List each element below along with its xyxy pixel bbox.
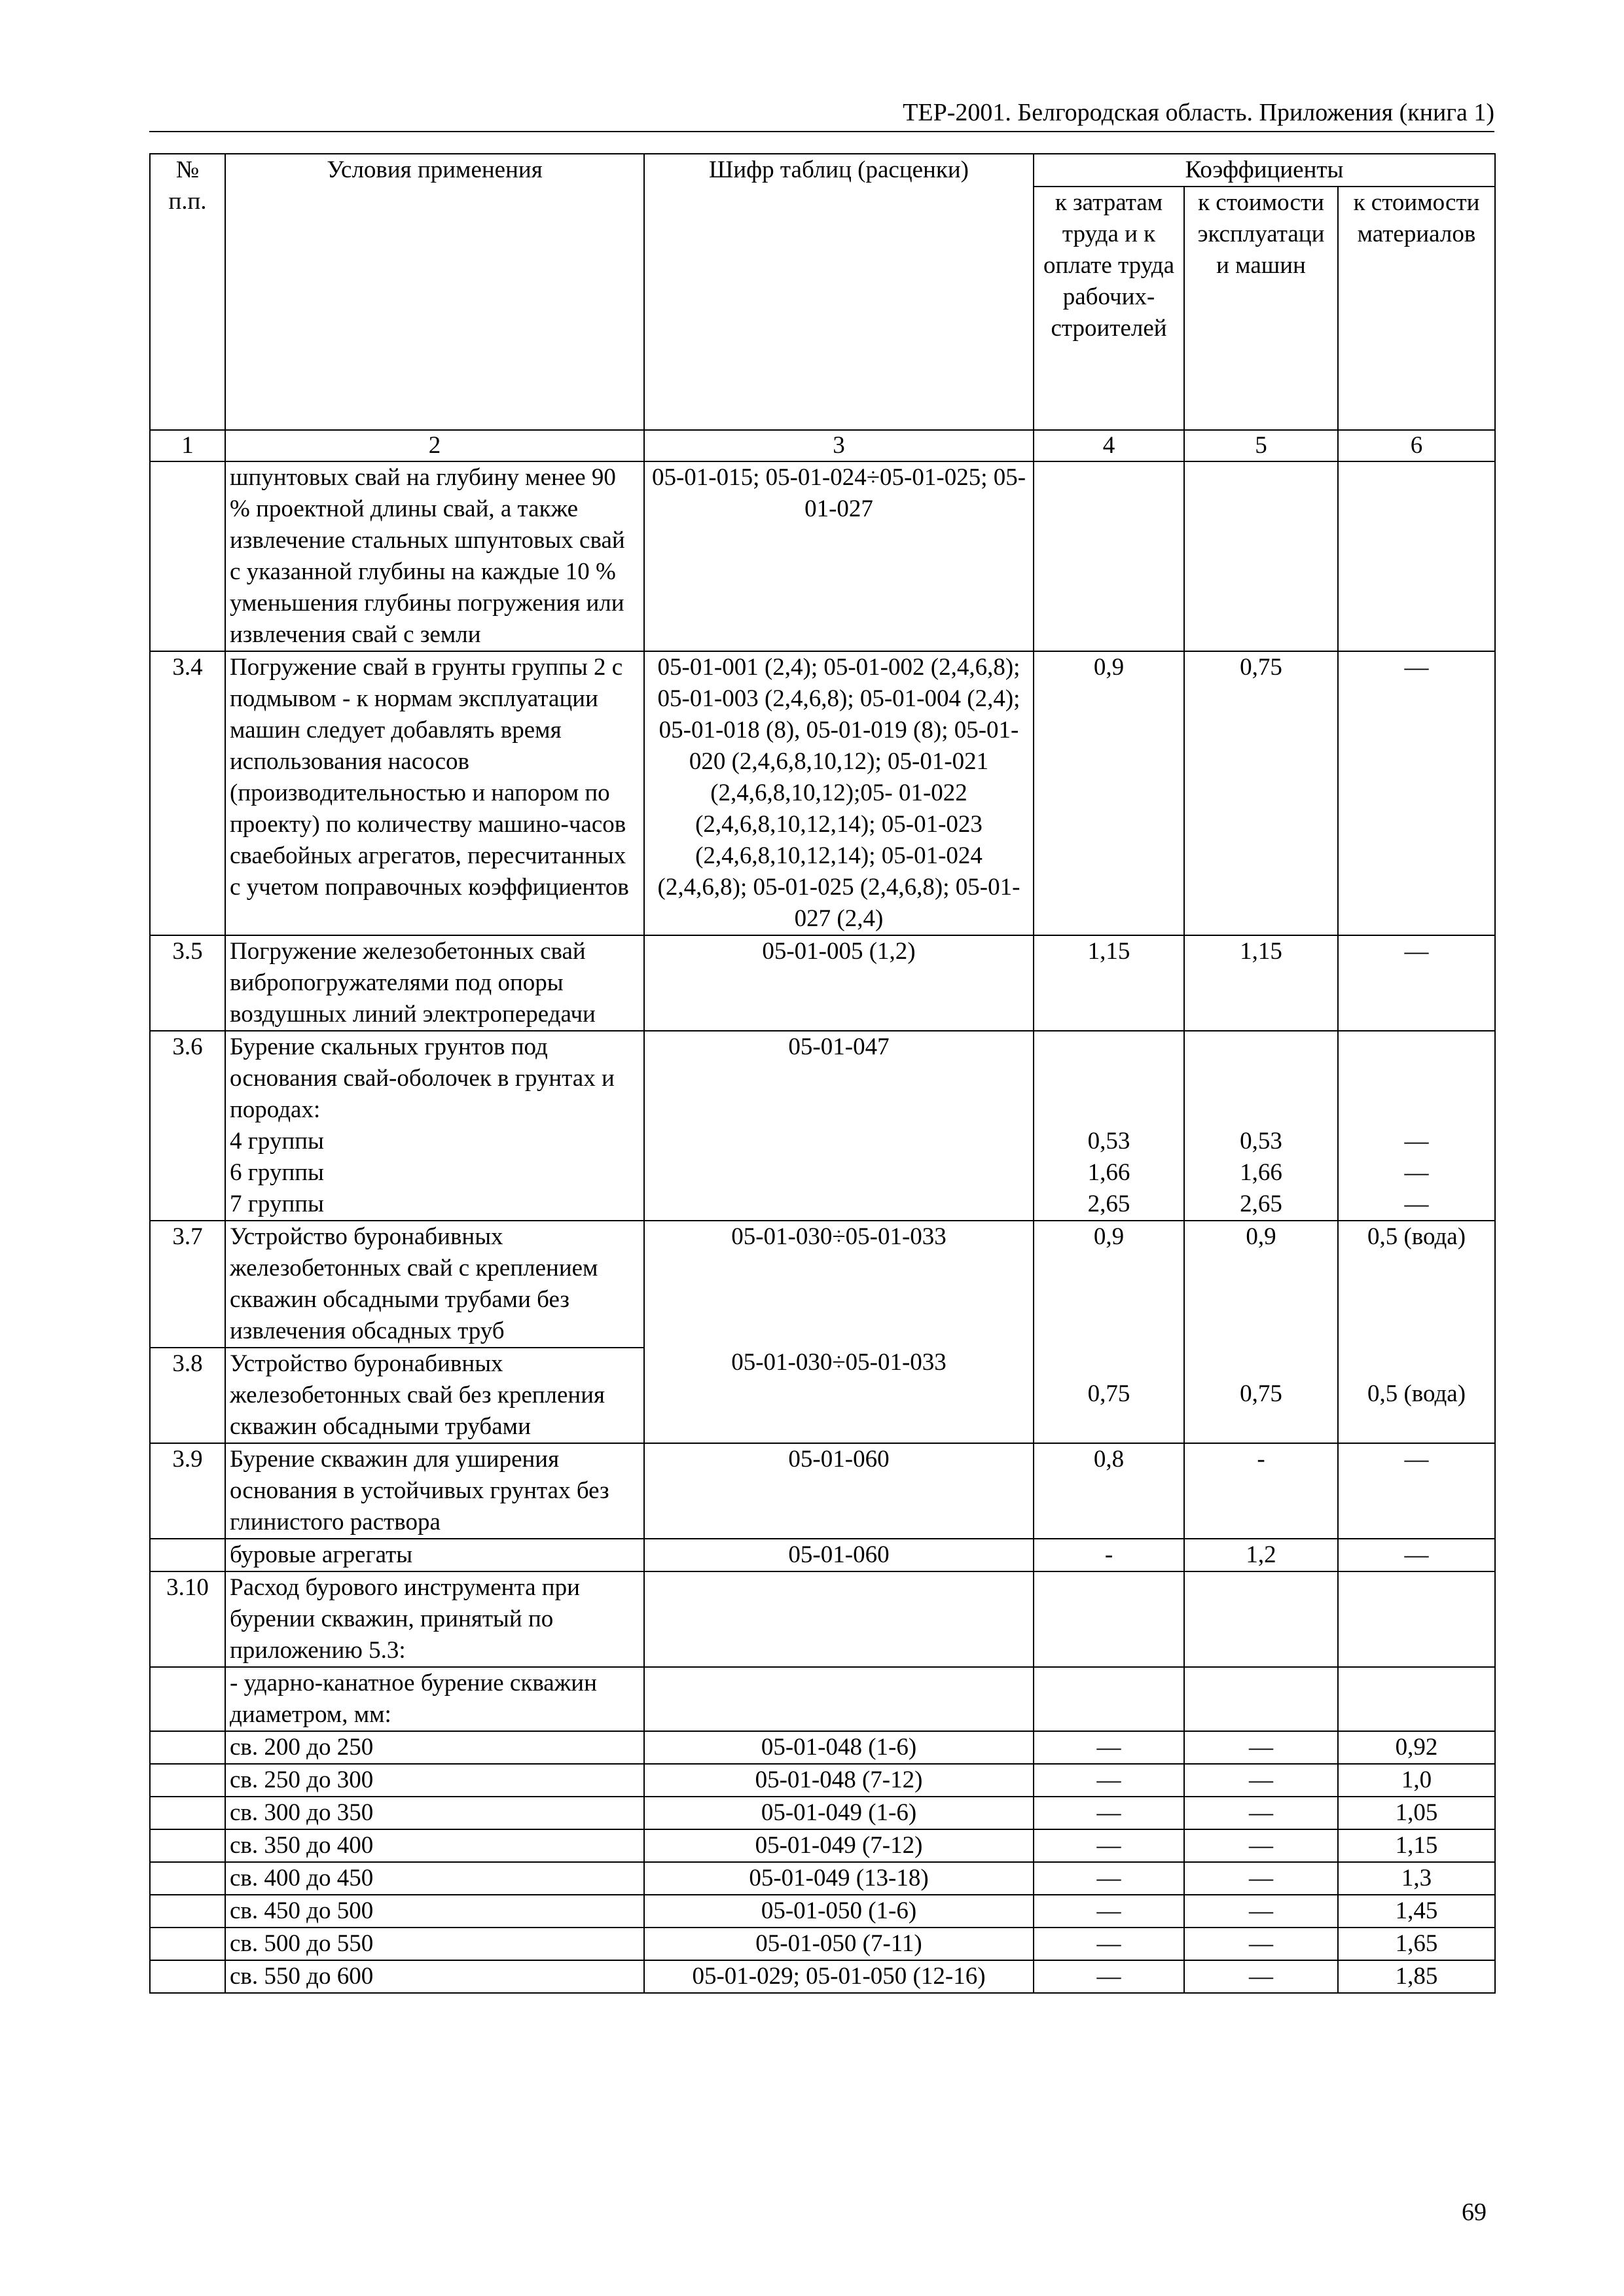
row-k-labor	[1034, 461, 1184, 651]
row-code	[644, 1221, 1034, 1443]
row-k-materials: 1,0	[1338, 1764, 1495, 1797]
header-num: № п.п.	[150, 154, 225, 430]
row-k-labor	[1034, 1667, 1184, 1731]
column-number: 5	[1184, 430, 1338, 461]
sub-label: 7 группы	[230, 1191, 324, 1217]
row-conditions: Бурение скважин для уширения основания в устойчивых грунтах без глинистого раствора	[225, 1443, 644, 1539]
row-conditions	[225, 1031, 644, 1221]
row-num: 3.10	[150, 1571, 225, 1667]
column-number: 6	[1338, 430, 1495, 461]
row-k-machines: —	[1184, 1829, 1338, 1862]
row-conditions: шпунтовых свай на глубину менее 90 % проектной длины свай, а также извлечение стальных шпунтовых свай с указанной глубины на каждые 10 % уменьшения глубины погружения или извлечения свай с земли	[225, 461, 644, 651]
header-code: Шифр таблиц (расценки)	[644, 154, 1034, 430]
table-row	[150, 1797, 1495, 1829]
table-row	[150, 1960, 1495, 1993]
row-num	[150, 1797, 225, 1829]
row-num: 3.5	[150, 935, 225, 1031]
sub-k-materials: —	[1404, 1191, 1429, 1217]
row-k-labor	[1034, 1571, 1184, 1667]
spacer	[1189, 1253, 1333, 1378]
row-k-materials: —	[1338, 1443, 1495, 1539]
row-k-machines: —	[1184, 1797, 1338, 1829]
row-k-labor-value: 0,9	[1093, 1223, 1125, 1250]
table-row	[150, 1571, 1495, 1667]
row-k-labor: —	[1034, 1928, 1184, 1960]
row-k-machines: 1,2	[1184, 1539, 1338, 1571]
table-row	[150, 1443, 1495, 1539]
row-conditions: св. 350 до 400	[225, 1829, 644, 1862]
header-labor: к затратам труда и к оплате труда рабочих-строителей	[1034, 187, 1184, 430]
row-code: 05-01-050 (1-6)	[644, 1895, 1034, 1928]
row-num	[150, 1862, 225, 1895]
row-num	[150, 1829, 225, 1862]
row-k-materials: 1,65	[1338, 1928, 1495, 1960]
sub-label: 6 группы	[230, 1159, 324, 1186]
row-k-labor: —	[1034, 1829, 1184, 1862]
column-number: 4	[1034, 430, 1184, 461]
sub-k-labor: 2,65	[1087, 1191, 1130, 1217]
sub-k-materials: —	[1404, 1128, 1429, 1155]
sub-k-materials: —	[1404, 1159, 1429, 1186]
running-header: ТЕР-2001. Белгородская область. Приложения (книга 1)	[903, 99, 1494, 126]
table-row	[150, 1731, 1495, 1764]
table-row	[150, 1764, 1495, 1797]
row-k-materials	[1338, 1221, 1495, 1443]
header-machines: к стоимости эксплуатаци и машин	[1184, 187, 1338, 430]
sub-k-machines: 2,65	[1240, 1191, 1282, 1217]
header-coefficients: Коэффициенты	[1034, 154, 1495, 187]
sub-k-machines: 0,53	[1240, 1128, 1282, 1155]
row-k-materials-value: 0,5 (вода)	[1367, 1380, 1466, 1407]
row-num: 3.9	[150, 1443, 225, 1539]
sub-k-machines: 1,66	[1240, 1159, 1282, 1186]
row-k-materials-value: 0,5 (вода)	[1367, 1223, 1466, 1250]
table-row	[150, 461, 1495, 651]
row-num	[150, 1928, 225, 1960]
row-k-labor: —	[1034, 1731, 1184, 1764]
row-conditions: Расход бурового инструмента при бурении скважин, принятый по приложению 5.3:	[225, 1571, 644, 1667]
row-k-materials	[1338, 1031, 1495, 1221]
row-code: 05-01-049 (13-18)	[644, 1862, 1034, 1895]
row-k-labor: —	[1034, 1960, 1184, 1993]
row-k-machines-value: 0,9	[1246, 1223, 1276, 1250]
row-k-materials	[1338, 1667, 1495, 1731]
row-k-machines: —	[1184, 1862, 1338, 1895]
row-code: 05-01-060	[644, 1539, 1034, 1571]
row-num: 3.6	[150, 1031, 225, 1221]
column-number: 3	[644, 430, 1034, 461]
row-k-machines	[1184, 1667, 1338, 1731]
spacer	[1343, 1094, 1490, 1126]
row-k-machines-value: 0,75	[1240, 1380, 1282, 1407]
row-conditions: св. 450 до 500	[225, 1895, 644, 1928]
row-code: 05-01-060	[644, 1443, 1034, 1539]
sub-k-labor: 0,53	[1087, 1128, 1130, 1155]
table-row	[150, 1031, 1495, 1221]
row-k-machines	[1184, 1221, 1338, 1443]
row-conditions: Погружение железобетонных свай вибропогружателями под опоры воздушных линий электропередачи	[225, 935, 644, 1031]
header-conditions: Условия применения	[225, 154, 644, 430]
row-code: 05-01-005 (1,2)	[644, 935, 1034, 1031]
table-row	[150, 1829, 1495, 1862]
header-rule	[149, 131, 1494, 132]
row-k-materials	[1338, 461, 1495, 651]
row-code: 05-01-001 (2,4); 05-01-002 (2,4,6,8); 05-01-003 (2,4,6,8); 05-01-004 (2,4); 05-01-018 (8), 05-01-019 (8); 05-01-020 (2,4,6,8,10,12); 05-01-021 (2,4,6,8,10,12);05- 01-022 (2,4,6,8,10,12,14); 05-01-023 (2,4,6,8,10,12,14); 05-01-024 (2,4,6,8); 05-01-025 (2,4,6,8); 05-01-027 (2,4)	[644, 651, 1034, 935]
row-code: 05-01-049 (1-6)	[644, 1797, 1034, 1829]
row-code: 05-01-047	[644, 1031, 1034, 1221]
row-code: 05-01-029; 05-01-050 (12-16)	[644, 1960, 1034, 1993]
row-conditions: св. 400 до 450	[225, 1862, 644, 1895]
row-k-materials	[1338, 1571, 1495, 1667]
row-conditions: Устройство буронабивных железобетонных свай без крепления скважин обсадными трубами	[225, 1348, 644, 1443]
table-row	[150, 1862, 1495, 1895]
row-k-machines: —	[1184, 1895, 1338, 1928]
row-num	[150, 461, 225, 651]
row-k-labor: —	[1034, 1862, 1184, 1895]
spacer	[1343, 1253, 1490, 1378]
row-code: 05-01-049 (7-12)	[644, 1829, 1034, 1862]
row-k-labor	[1034, 1221, 1184, 1443]
row-k-materials: 0,92	[1338, 1731, 1495, 1764]
table-row	[150, 1895, 1495, 1928]
row-k-machines	[1184, 1571, 1338, 1667]
row-k-machines	[1184, 1031, 1338, 1221]
coefficients-table	[149, 153, 1496, 1994]
row-k-machines: -	[1184, 1443, 1338, 1539]
page-number: 69	[1462, 2198, 1487, 2226]
sub-label: 4 группы	[230, 1128, 324, 1155]
table-row	[150, 1667, 1495, 1731]
row-num: 3.4	[150, 651, 225, 935]
column-number: 2	[225, 430, 644, 461]
row-k-labor: -	[1034, 1539, 1184, 1571]
row-conditions: буровые агрегаты	[225, 1539, 644, 1571]
row-num	[150, 1731, 225, 1764]
row-k-materials: 1,85	[1338, 1960, 1495, 1993]
row-k-materials: —	[1338, 1539, 1495, 1571]
row-code	[644, 1571, 1034, 1667]
row-code: 05-01-015; 05-01-024÷05-01-025; 05-01-027	[644, 461, 1034, 651]
row-k-labor: 0,9	[1034, 651, 1184, 935]
spacer	[1038, 1094, 1180, 1126]
header-row-1	[150, 154, 1495, 187]
row-code-text: 05-01-030÷05-01-033	[731, 1223, 947, 1250]
row-k-labor: 0,8	[1034, 1443, 1184, 1539]
row-k-labor-value: 0,75	[1087, 1380, 1130, 1407]
column-number-row	[150, 430, 1495, 461]
row-k-labor: —	[1034, 1764, 1184, 1797]
spacer	[1189, 1094, 1333, 1126]
row-k-materials: —	[1338, 935, 1495, 1031]
row-num	[150, 1667, 225, 1731]
spacer	[649, 1253, 1029, 1347]
row-k-machines: —	[1184, 1764, 1338, 1797]
table-row	[150, 651, 1495, 935]
row-k-labor: —	[1034, 1797, 1184, 1829]
row-conditions: Устройство буронабивных железобетонных свай с креплением скважин обсадными трубами без извлечения обсадных труб	[225, 1221, 644, 1348]
row-code-text: 05-01-030÷05-01-033	[731, 1349, 947, 1376]
row-k-labor: 1,15	[1034, 935, 1184, 1031]
spacer	[1343, 1031, 1490, 1094]
row-k-machines	[1184, 461, 1338, 651]
row-conditions: св. 250 до 300	[225, 1764, 644, 1797]
row-num	[150, 1764, 225, 1797]
table-row	[150, 1539, 1495, 1571]
row-conditions-text: Бурение скальных грунтов под основания свай-оболочек в грунтах и породах:	[230, 1033, 615, 1123]
row-k-machines: —	[1184, 1731, 1338, 1764]
row-k-labor: —	[1034, 1895, 1184, 1928]
row-k-materials: 1,45	[1338, 1895, 1495, 1928]
row-num: 3.8	[150, 1348, 225, 1443]
row-k-machines: 1,15	[1184, 935, 1338, 1031]
spacer	[1038, 1031, 1180, 1094]
table-row	[150, 1928, 1495, 1960]
header-materials: к стоимости материалов	[1338, 187, 1495, 430]
row-k-materials: 1,05	[1338, 1797, 1495, 1829]
row-k-machines: —	[1184, 1928, 1338, 1960]
table-row	[150, 1221, 1495, 1348]
row-num	[150, 1960, 225, 1993]
row-k-machines: 0,75	[1184, 651, 1338, 935]
spacer	[1038, 1253, 1180, 1378]
row-conditions: св. 300 до 350	[225, 1797, 644, 1829]
row-conditions: св. 200 до 250	[225, 1731, 644, 1764]
column-number: 1	[150, 430, 225, 461]
spacer	[1189, 1031, 1333, 1094]
row-code: 05-01-050 (7-11)	[644, 1928, 1034, 1960]
row-k-materials: 1,15	[1338, 1829, 1495, 1862]
row-code: 05-01-048 (7-12)	[644, 1764, 1034, 1797]
row-code: 05-01-048 (1-6)	[644, 1731, 1034, 1764]
row-num	[150, 1539, 225, 1571]
row-num	[150, 1895, 225, 1928]
row-num: 3.7	[150, 1221, 225, 1348]
row-k-labor	[1034, 1031, 1184, 1221]
row-k-materials: 1,3	[1338, 1862, 1495, 1895]
table-row	[150, 935, 1495, 1031]
row-conditions: св. 500 до 550	[225, 1928, 644, 1960]
row-conditions: Погружение свай в грунты группы 2 с подмывом - к нормам эксплуатации машин следует добавлять время использования насосов (производительностью и напором по проекту) по количеству машино-часов сваебойных агрегатов, пересчитанных с учетом поправочных коэффициентов	[225, 651, 644, 935]
sub-k-labor: 1,66	[1087, 1159, 1130, 1186]
row-conditions: св. 550 до 600	[225, 1960, 644, 1993]
row-k-machines: —	[1184, 1960, 1338, 1993]
row-conditions: - ударно-канатное бурение скважин диаметром, мм:	[225, 1667, 644, 1731]
row-code	[644, 1667, 1034, 1731]
row-k-materials: —	[1338, 651, 1495, 935]
